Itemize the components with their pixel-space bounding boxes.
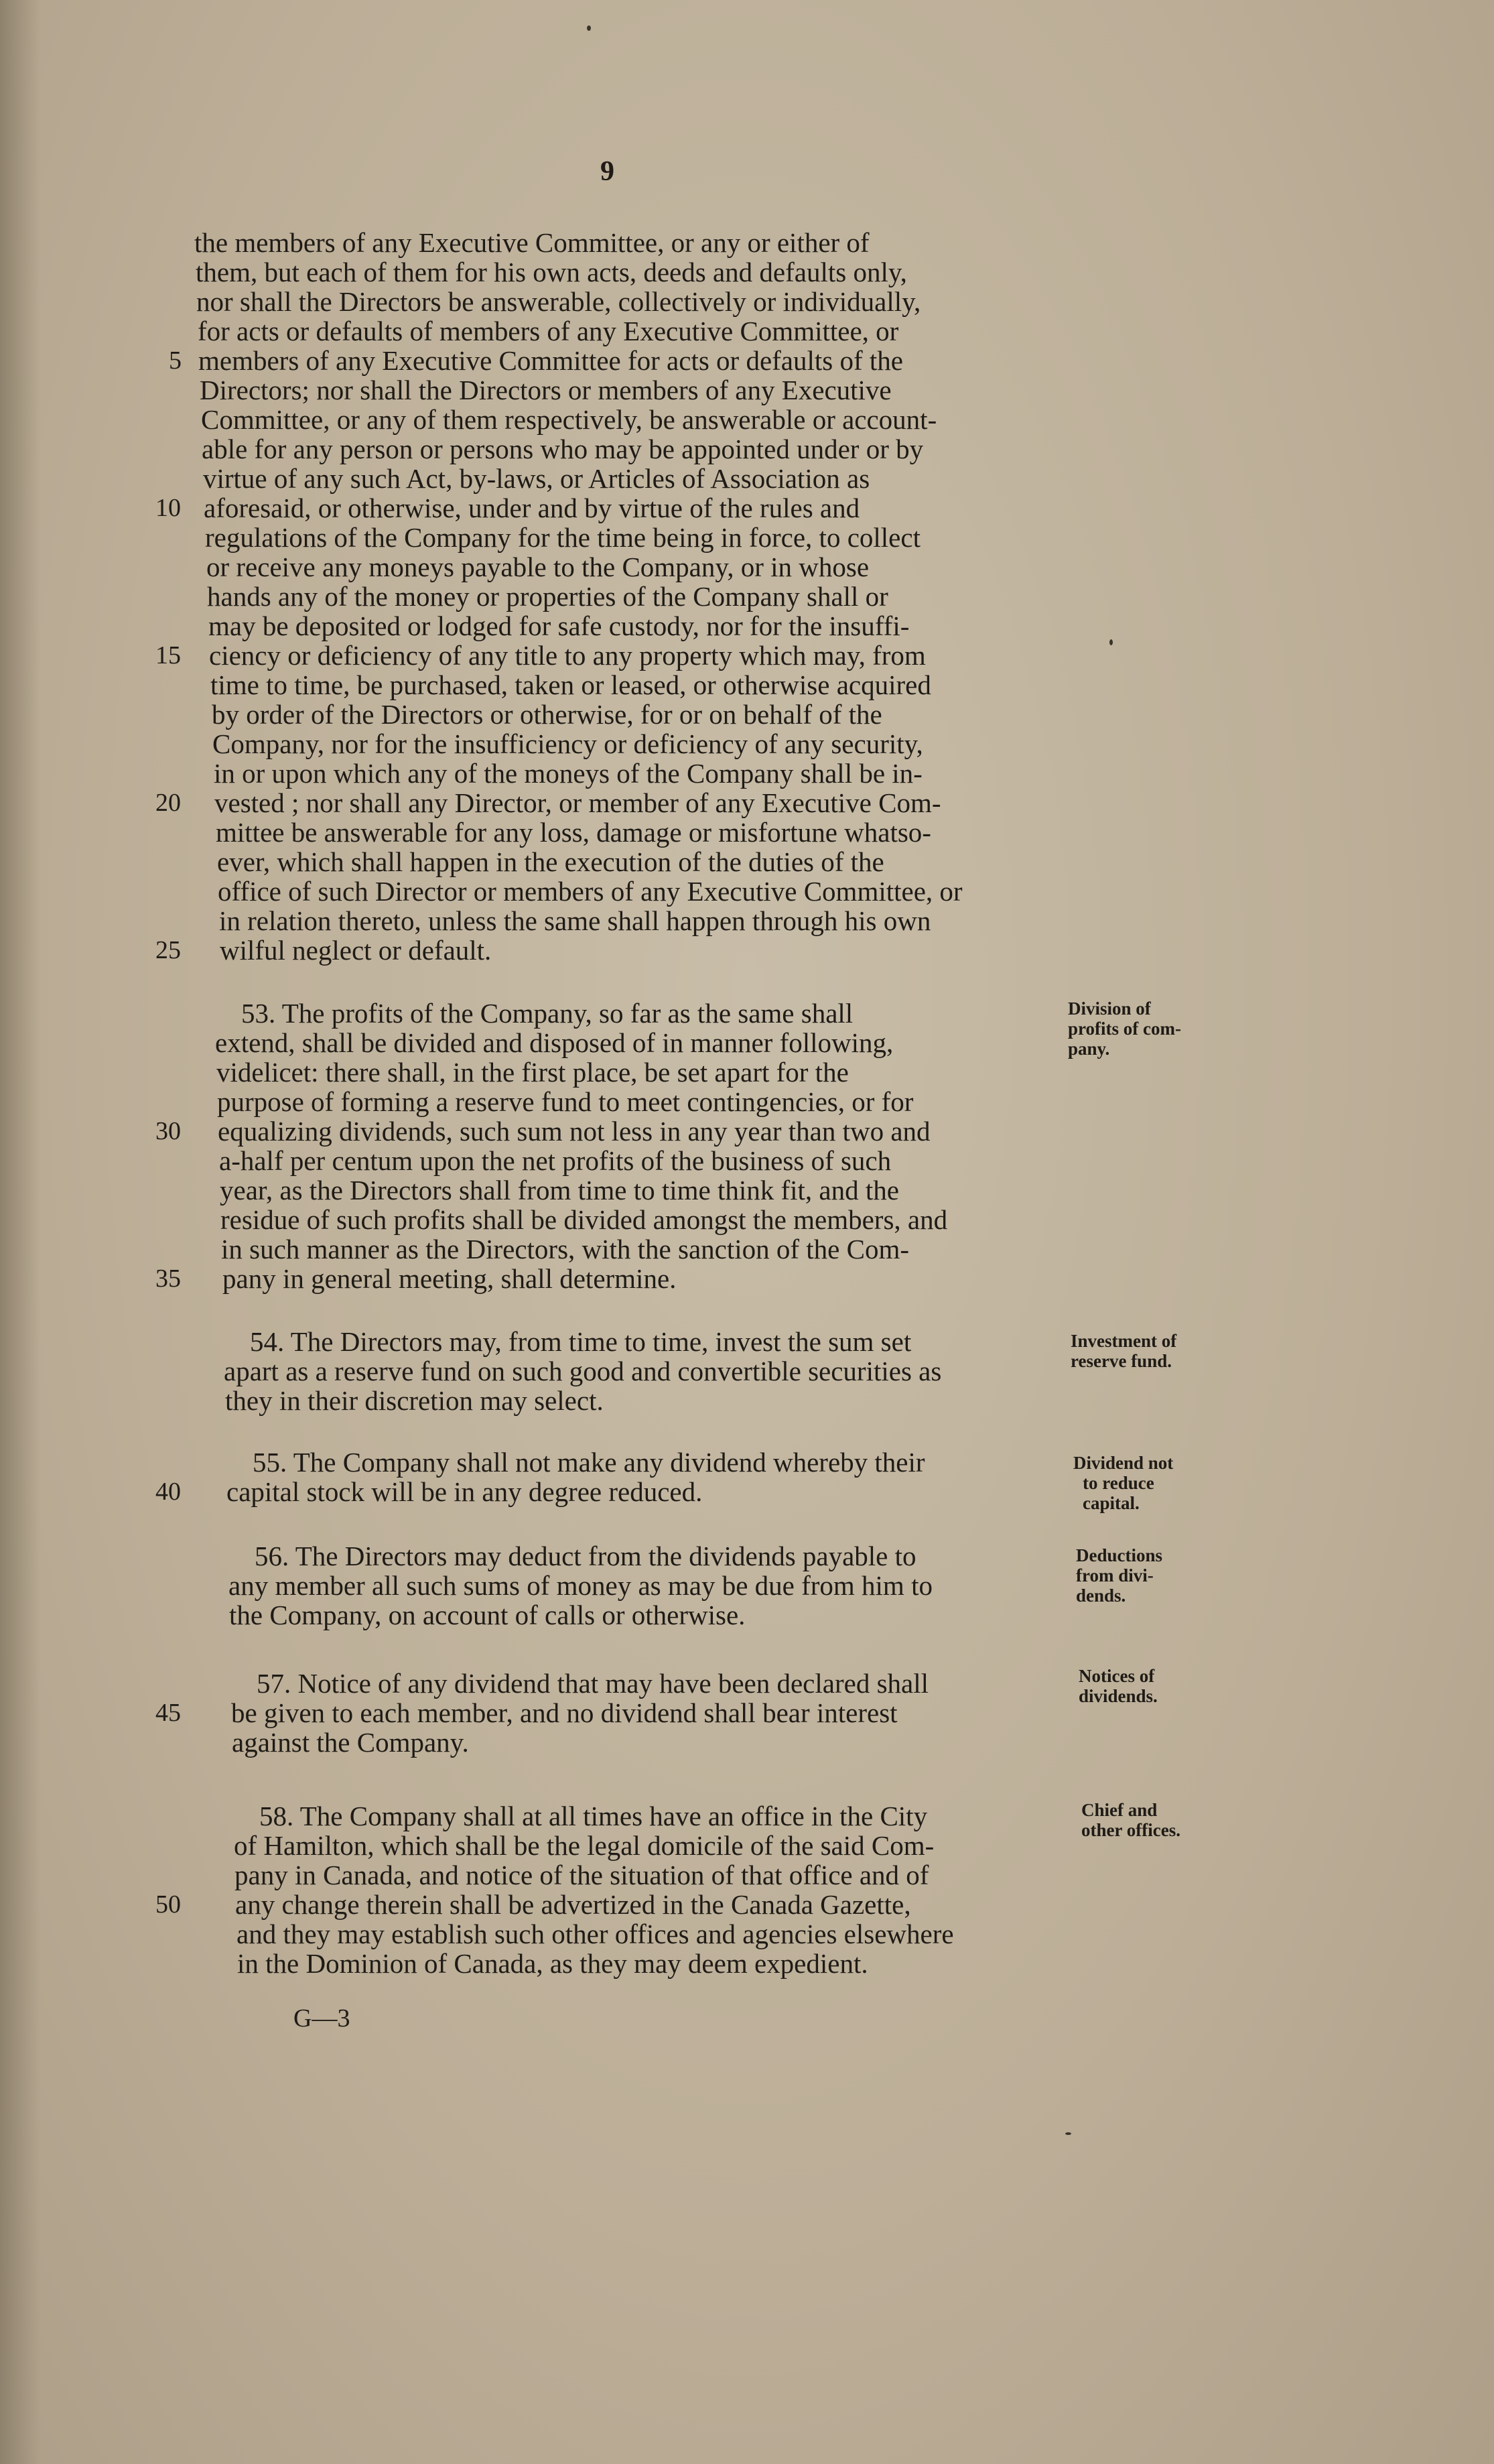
text-line: pany in general meeting, shall determine. xyxy=(222,1263,677,1294)
page-edge-shadow xyxy=(0,0,40,2464)
text-line: 58. The Company shall at all times have an office in the City xyxy=(259,1801,928,1831)
text-line: equalizing dividends, such sum not less in any year than two and xyxy=(218,1116,931,1147)
margin-note-line: to reduce xyxy=(1083,1473,1154,1493)
text-line: time to time, be purchased, taken or leased, or otherwise acquired xyxy=(210,669,931,700)
text-line: a-half per centum upon the net profits of the business of such xyxy=(219,1145,892,1176)
text-line: in such manner as the Directors, with the sanction of the Com- xyxy=(221,1234,910,1265)
margin-note-line: Dividend not xyxy=(1073,1453,1174,1473)
text-line: nor shall the Directors be answerable, collectively or individually, xyxy=(196,286,921,317)
text-line: able for any person or persons who may be appointed under or by xyxy=(202,434,924,464)
text-line: Directors; nor shall the Directors or members of any Executive xyxy=(200,375,892,405)
line-number: 30 xyxy=(155,1117,181,1145)
margin-note-line: other offices. xyxy=(1081,1820,1180,1840)
line-number: 15 xyxy=(155,641,181,669)
margin-note-line: dends. xyxy=(1076,1585,1126,1606)
text-line: ever, which shall happen in the execution of the duties of the xyxy=(217,846,884,877)
margin-note-line: Notices of xyxy=(1079,1666,1155,1686)
text-line: Company, nor for the insufficiency or deficiency of any security, xyxy=(212,728,923,759)
text-line: in the Dominion of Canada, as they may deem expedient. xyxy=(237,1948,868,1979)
text-line: they in their discretion may select. xyxy=(225,1385,604,1416)
margin-note-line: from divi- xyxy=(1076,1565,1154,1585)
text-line: and they may establish such other offices and agencies elsewhere xyxy=(236,1919,954,1949)
text-line: office of such Director or members of any Executive Committee, or xyxy=(218,876,963,907)
text-line: mittee be answerable for any loss, damage or misfortune whatso- xyxy=(216,817,931,848)
speck xyxy=(587,25,591,31)
text-line: of Hamilton, which shall be the legal domicile of the said Com- xyxy=(234,1830,935,1861)
line-number: 20 xyxy=(155,789,181,817)
text-line: purpose of forming a reserve fund to meet contingencies, or for xyxy=(217,1086,914,1117)
line-number: 35 xyxy=(155,1265,181,1293)
text-line: extend, shall be divided and disposed of in manner following, xyxy=(215,1027,894,1058)
line-number: 50 xyxy=(155,1890,181,1919)
speck xyxy=(1109,639,1113,645)
text-line: the members of any Executive Committee, or any or either of xyxy=(194,227,870,258)
line-number: 45 xyxy=(155,1699,181,1727)
text-line: for acts or defaults of members of any Executive Committee, or xyxy=(198,316,899,346)
text-line: may be deposited or lodged for safe custody, nor for the insuffi- xyxy=(208,610,910,641)
text-line: vested ; nor shall any Director, or member of any Executive Com- xyxy=(214,787,941,818)
margin-note-line: profits of com- xyxy=(1068,1019,1181,1039)
text-line: residue of such profits shall be divided amongst the members, and xyxy=(220,1204,948,1235)
text-line: members of any Executive Committee for acts or defaults of the xyxy=(198,345,903,376)
text-line: against the Company. xyxy=(232,1727,469,1758)
text-line: the Company, on account of calls or otherwise. xyxy=(229,1600,746,1630)
text-line: in or upon which any of the moneys of the Company shall be in- xyxy=(214,758,923,789)
line-number: 5 xyxy=(169,346,182,375)
margin-note-line: pany. xyxy=(1068,1039,1110,1059)
margin-note-line: Deductions xyxy=(1076,1545,1163,1565)
text-line: hands any of the money or properties of the Company shall or xyxy=(207,581,888,612)
margin-note-line: reserve fund. xyxy=(1071,1351,1172,1371)
line-number: 25 xyxy=(155,936,181,964)
signature-mark: G—3 xyxy=(293,2004,350,2032)
line-number: 40 xyxy=(155,1478,181,1506)
text-line: any member all such sums of money as may be due from him to xyxy=(228,1570,933,1601)
text-line: capital stock will be in any degree reduced. xyxy=(226,1476,703,1507)
margin-note-line: Investment of xyxy=(1071,1331,1177,1351)
text-line: Committee, or any of them respectively, be answerable or account- xyxy=(201,404,937,435)
text-line: 57. Notice of any dividend that may have been declared shall xyxy=(257,1668,929,1699)
text-line: 55. The Company shall not make any dividend whereby their xyxy=(253,1447,925,1478)
text-line: videlicet: there shall, in the first place, be set apart for the xyxy=(216,1057,849,1088)
text-line: regulations of the Company for the time being in force, to collect xyxy=(205,522,921,553)
text-line: ciency or deficiency of any title to any property which may, from xyxy=(209,640,926,671)
text-line: by order of the Directors or otherwise, for or on behalf of the xyxy=(212,699,882,730)
text-line: or receive any moneys payable to the Company, or in whose xyxy=(206,552,870,582)
text-line: year, as the Directors shall from time to time think fit, and the xyxy=(220,1175,899,1206)
text-line: virtue of any such Act, by-laws, or Articles of Association as xyxy=(203,463,870,494)
text-line: them, but each of them for his own acts, deeds and defaults only, xyxy=(196,257,907,287)
margin-note-line: dividends. xyxy=(1079,1686,1158,1706)
text-line: apart as a reserve fund on such good and convertible securities as xyxy=(224,1356,942,1386)
margin-note-line: capital. xyxy=(1083,1493,1140,1513)
text-line: wilful neglect or default. xyxy=(220,935,492,966)
text-line: 56. The Directors may deduct from the dividends payable to xyxy=(255,1541,916,1571)
line-number: 10 xyxy=(155,494,181,522)
text-line: pany in Canada, and notice of the situation of that office and of xyxy=(234,1860,929,1890)
margin-note-line: Division of xyxy=(1068,998,1151,1019)
speck xyxy=(1065,2132,1071,2135)
text-line: be given to each member, and no dividend shall bear interest xyxy=(231,1697,898,1728)
text-line: aforesaid, or otherwise, under and by virtue of the rules and xyxy=(204,493,860,523)
text-line: 53. The profits of the Company, so far as the same shall xyxy=(241,998,854,1029)
text-line: 54. The Directors may, from time to time, invest the sum set xyxy=(250,1326,912,1357)
text-line: any change therein shall be advertized in the Canada Gazette, xyxy=(235,1889,911,1920)
text-line: in relation thereto, unless the same shall happen through his own xyxy=(219,905,931,936)
page-number: 9 xyxy=(600,156,614,187)
margin-note-line: Chief and xyxy=(1081,1800,1158,1820)
